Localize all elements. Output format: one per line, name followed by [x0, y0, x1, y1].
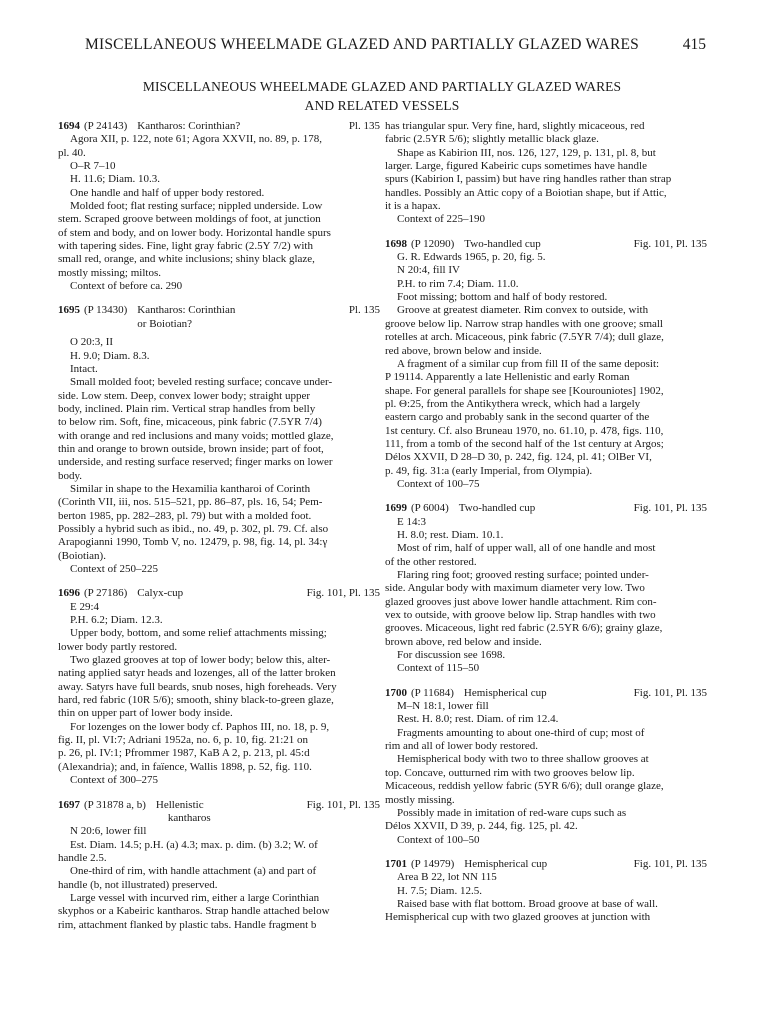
running-title: MISCELLANEOUS WHEELMADE GLAZED AND PARTIALLY GLAZED WARES [85, 36, 639, 53]
catalog-number: 1695 [58, 304, 80, 317]
context: Context of before ca. 290 [70, 280, 183, 293]
text-line: Micaceous, reddish yellow fabric (5YR 6/6); dull orange glaze, [385, 780, 664, 793]
text-line: p. 26, pl. IV:1; Pfrommer 1987, KaB A 2, p. 213, pl. 45:d [58, 747, 310, 760]
deposit: N 20:6, lower fill [70, 825, 147, 838]
condition [385, 542, 707, 569]
text-line: Two glazed grooves at top of lower body; below this, alter- [70, 654, 331, 667]
catalog-entry-1698 [385, 238, 707, 492]
text-line: of stem and body, and on lower body. Horizontal handle spurs [58, 226, 331, 239]
text-line: away. Satyrs have full beards, snub noses, high foreheads. Very [58, 680, 337, 693]
description [58, 892, 380, 932]
text-line: it is a hapax. [385, 200, 441, 213]
plate-reference: Fig. 101, Pl. 135 [633, 857, 707, 870]
deposit: M–N 18:1, lower fill [397, 700, 489, 713]
plate-reference: Fig. 101, Pl. 135 [633, 686, 707, 699]
object-name-line-2: or Boiotian? [137, 317, 192, 330]
dimensions: H. 9.0; Diam. 8.3. [70, 349, 150, 362]
text-line: lower body partly restored. [58, 640, 178, 653]
text-line: with tapering sides. Fine, light gray fabric (2.5Y 7/2) with [58, 240, 313, 253]
text-line: thin on upper part of lower body inside. [58, 707, 233, 720]
text-line: Similar in shape to the Hexamilia kantharoi of Corinth [70, 482, 311, 495]
text-line: Most of rim, half of upper wall, all of one handle and most [397, 542, 656, 555]
condition: Foot missing; bottom and half of body restored. [397, 291, 608, 304]
object-name [137, 304, 343, 331]
text-line: berton 1985, pp. 282–283, pl. 79) but with a molded foot. [58, 509, 312, 522]
object-name [156, 799, 301, 826]
text-line: (Alexandria); and, in faïence, Wallis 1898, p. 52, fig. 110. [58, 760, 312, 773]
text-line: thin and orange to brown outside, brown inside; part of foot, [58, 442, 324, 455]
inventory-number: (P 12090) [411, 237, 455, 250]
text-line: (Boiotian). [58, 549, 106, 562]
condition [58, 865, 380, 892]
text-line: p. 49, fig. 31:a (early Imperial, from Olympia). [385, 464, 593, 477]
text-line: rotelles at arch. Micaceous, pink fabric (7.5YR 7/4); dull glaze, [385, 331, 664, 344]
text-line: hard, red fabric (10R 5/6); smooth, shiny black-to-green glaze, [58, 694, 334, 707]
text-line: vex to outside, with groove below lip. Strap handles with two [385, 609, 656, 622]
dimensions: P.H. 6.2; Diam. 12.3. [70, 614, 163, 627]
object-name-line-1: Kantharos: Corinthian [137, 304, 236, 317]
object-name: Calyx-cup [137, 587, 184, 600]
description [58, 654, 380, 721]
catalog-number: 1697 [58, 798, 80, 811]
bibliography: G. R. Edwards 1965, p. 20, fig. 5. [397, 251, 546, 264]
condition: Intact. [70, 362, 98, 375]
context: Context of 100–75 [397, 477, 480, 490]
text-line: shape. For general parallels for shape see [Kourouniotes] 1902, [385, 384, 664, 397]
entry-heading [58, 799, 380, 826]
text-line: One-third of rim, with handle attachment (a) and part of [70, 865, 317, 878]
text-line: grooves. Micaceous, light red fabric (2.5YR 6/6); grainy glaze, [385, 622, 663, 635]
text-line: Hemispherical cup with two glazed grooves at junction with [385, 911, 651, 924]
entry-heading [385, 502, 707, 515]
object-name: Two-handled cup [458, 502, 536, 515]
text-line: Délos XXVII, D 28–D 30, p. 242, fig. 124, pl. 41; OlBer VI, [385, 451, 652, 464]
text-line: spurs (Kabirion I, passim) but have ring handles rather than strap [385, 173, 672, 186]
text-line: side. Angular body with maximum diameter very low. Two [385, 582, 645, 595]
discussion [58, 483, 380, 563]
inventory-number: (P 27186) [84, 587, 128, 600]
discussion: For discussion see 1698. [397, 649, 506, 662]
text-line: Hemispherical body with two to three shallow grooves at [397, 753, 649, 766]
text-line: Groove at greatest diameter. Rim convex to outside, with [397, 304, 649, 317]
text-line: A fragment of a similar cup from fill II of the same deposit: [397, 357, 660, 370]
text-line: side. Low stem. Deep, convex lower body; straight upper [58, 389, 311, 402]
text-line: pl. Θ:25, from the Antikythera wreck, which had a largely [385, 397, 641, 410]
text-line: of the other restored. [385, 555, 477, 568]
right-column [385, 120, 707, 925]
text-line: Small molded foot; beveled resting surface; concave under- [70, 376, 333, 389]
left-column [58, 120, 380, 932]
description [58, 376, 380, 483]
text-line: (Corinth VII, iii, nos. 515–521, pp. 86–87, pls. 16, 54; Pem- [58, 496, 323, 509]
dimensions: P.H. to rim 7.4; Diam. 11.0. [397, 277, 519, 290]
section-title [58, 77, 706, 115]
discussion [385, 358, 707, 478]
description [385, 569, 707, 649]
text-line: body. [58, 469, 83, 482]
object-name-line-2: kantharos [167, 811, 211, 824]
text-line: Possibly made in imitation of red-ware cups such as [397, 806, 627, 819]
deposit: Area B 22, lot NN 115 [397, 871, 497, 884]
text-line: fig. II, pl. VI:7; Adriani 1952a, no. 6, p. 10, fig. 21:21 on [58, 734, 309, 747]
page-number: 415 [682, 36, 706, 53]
catalog-number: 1699 [385, 502, 407, 515]
dimensions: Rest. H. 8.0; rest. Diam. of rim 12.4. [397, 713, 559, 726]
catalog-number: 1700 [385, 686, 407, 699]
text-line: Délos XXVII, D 39, p. 244, fig. 125, pl. 42. [385, 820, 578, 833]
entry-heading [385, 858, 707, 871]
context: Context of 225–190 [397, 213, 485, 226]
inventory-number: (P 6004) [411, 502, 449, 515]
catalog-number: 1696 [58, 587, 80, 600]
text-line: Large vessel with incurved rim, either a large Corinthian [70, 891, 320, 904]
plate-reference: Pl. 135 [348, 304, 380, 317]
condition [58, 627, 380, 654]
dimensions: Est. Diam. 14.5; p.H. (a) 4.3; max. p. dim. (b) 3.2; W. of [70, 838, 318, 851]
text-line: brown above, red below and inside. [385, 635, 542, 648]
text-line: nating applied satyr heads and lozenges, all of the latter broken [58, 667, 336, 680]
catalog-entry-1696 [58, 587, 380, 787]
description [385, 898, 707, 925]
text-line: P 19114. Apparently a late Hellenistic and early Roman [385, 371, 630, 384]
text-line: skyphos or a Kabeiric kantharos. Strap handle attached below [58, 905, 330, 918]
catalog-number: 1701 [385, 857, 407, 870]
condition [385, 727, 707, 754]
deposit: E 29:4 [70, 600, 100, 613]
context: Context of 115–50 [397, 662, 480, 675]
discussion [58, 721, 380, 774]
text-line: Raised base with flat bottom. Broad groove at base of wall. [397, 897, 658, 910]
condition: One handle and half of upper body restored. [70, 186, 265, 199]
deposit: E 14:3 [397, 515, 427, 528]
context: Context of 250–225 [70, 563, 158, 575]
object-name: Hemispherical cup [463, 686, 547, 699]
running-head [58, 36, 706, 56]
object-name: Hemispherical cup [464, 857, 548, 870]
text-line: Possibly a hybrid such as ibid., no. 49, p. 302, pl. 79. Cf. also [58, 522, 329, 535]
text-line: mostly missing. [385, 793, 455, 806]
catalog-entry-1695 [58, 304, 380, 576]
text-line: small red, orange, and white inclusions; shiny black glaze, [58, 253, 315, 266]
text-line: handles. Possibly an Attic copy of a Boiotian shape, but if Attic, [385, 186, 667, 199]
section-title-line-2: AND RELATED VESSELS [304, 98, 460, 113]
text-line: Upper body, bottom, and some relief attachments missing; [70, 627, 327, 640]
object-name: Two-handled cup [464, 237, 541, 250]
text-line: stem. Scraped groove between moldings of foot, at junction [58, 213, 321, 226]
catalog-entry-1699 [385, 502, 707, 675]
dimensions: H. 8.0; rest. Diam. 10.1. [397, 528, 504, 541]
entry-heading [385, 238, 707, 251]
plate-reference: Pl. 135 [348, 120, 380, 132]
object-name: Kantharos: Corinthian? [137, 120, 241, 132]
text-line: red above, brown below and inside. [385, 344, 542, 357]
plate-reference: Fig. 101, Pl. 135 [306, 587, 380, 600]
description [58, 200, 380, 280]
bibliography: Agora XII, p. 122, note 61; Agora XXVII, no. 89, p. 178, [70, 133, 323, 146]
inventory-number: (P 14979) [411, 857, 455, 870]
text-line: with orange and red inclusions and many voids; mottled glaze, [58, 429, 334, 442]
description [385, 753, 707, 806]
bibliography-cont: pl. 40. [58, 146, 86, 159]
text-line: fabric (2.5YR 5/6); slightly metallic black glaze. [385, 133, 599, 146]
dimensions: H. 7.5; Diam. 12.5. [397, 884, 482, 897]
text-line: Molded foot; flat resting surface; nippled underside. Low [70, 200, 323, 213]
text-line: to below rim. Soft, fine, micaceous, pink fabric (7.5YR 7/4) [58, 416, 322, 429]
dimensions: H. 11.6; Diam. 10.3. [70, 173, 161, 186]
plate-reference: Fig. 101, Pl. 135 [306, 798, 380, 811]
text-line: body, inclined. Plain rim. Vertical strap handles from belly [58, 402, 316, 415]
plate-reference: Fig. 101, Pl. 135 [633, 502, 707, 515]
context: Context of 100–50 [397, 833, 480, 846]
catalog-entry-1697 [58, 799, 380, 932]
text-line: handle (b, not illustrated) preserved. [58, 878, 218, 891]
inventory-number: (P 11684) [411, 686, 454, 699]
object-name-line-1: Hellenistic [155, 798, 204, 811]
catalog-number: 1698 [385, 237, 407, 250]
entry-heading [58, 587, 380, 600]
discussion [385, 147, 707, 214]
inventory-number: (P 13430) [84, 304, 128, 317]
context: Context of 300–275 [70, 774, 158, 787]
plate-reference: Fig. 101, Pl. 135 [633, 237, 707, 250]
catalog-entry-1697-continued [385, 120, 707, 227]
catalog-number: 1694 [58, 120, 80, 132]
text-line: rim and all of lower body restored. [385, 740, 539, 753]
discussion [385, 807, 707, 834]
inventory-number: (P 24143) [84, 120, 128, 132]
text-line: Flaring ring foot; grooved resting surface; pointed under- [397, 569, 649, 581]
section-title-line-1: MISCELLANEOUS WHEELMADE GLAZED AND PARTIALLY GLAZED WARES [142, 79, 622, 94]
text-line: 111, from a tomb of the second half of the 1st century at Argos; [385, 437, 664, 450]
text-line: eastern cargo and probably sank in the second quarter of the [385, 411, 650, 424]
text-line: has triangular spur. Very fine, hard, slightly micaceous, red [385, 120, 645, 132]
entry-heading [58, 120, 380, 133]
inventory-number: (P 31878 a, b) [84, 798, 146, 811]
entry-heading [58, 304, 380, 331]
catalog-entry-1701 [385, 858, 707, 925]
text-line: 1st century. Cf. also Bruneau 1970, no. 61.10, p. 478, figs. 110, [385, 424, 664, 437]
text-line: Arapogianni 1990, Tomb V, no. 12479, p. 98, fig. 14, pl. 34:γ [58, 536, 328, 549]
text-line: larger. Large, figured Kabeiric cups sometimes have handle [385, 160, 647, 173]
dimensions-cont: handle 2.5. [58, 851, 107, 864]
deposit: O 20:3, II [70, 336, 114, 349]
text-line: For lozenges on the lower body cf. Paphos III, no. 18, p. 9, [70, 720, 330, 733]
text-line: top. Concave, outturned rim with two grooves below lip. [385, 766, 635, 779]
text-line: mostly missing; miltos. [58, 266, 161, 279]
text-line: groove below lip. Narrow strap handles with one groove; small [385, 317, 663, 330]
catalog-entry-1700 [385, 687, 707, 847]
deposit: N 20:4, fill IV [397, 264, 460, 277]
text-line: glazed grooves just above lower handle attachment. Rim con- [385, 595, 657, 608]
text-line: underside, and resting surface reserved; finger marks on lower [58, 456, 333, 469]
text-line: Shape as Kabirion III, nos. 126, 127, 129, p. 131, pl. 8, but [397, 146, 656, 159]
entry-heading [385, 687, 707, 700]
text-line: rim, attachment flanked by plastic tabs. Handle fragment b [58, 918, 317, 931]
catalog-entry-1694 [58, 120, 380, 293]
text-line: Fragments amounting to about one-third of cup; most of [397, 726, 645, 739]
description [385, 304, 707, 357]
deposit: O–R 7–10 [70, 160, 116, 173]
